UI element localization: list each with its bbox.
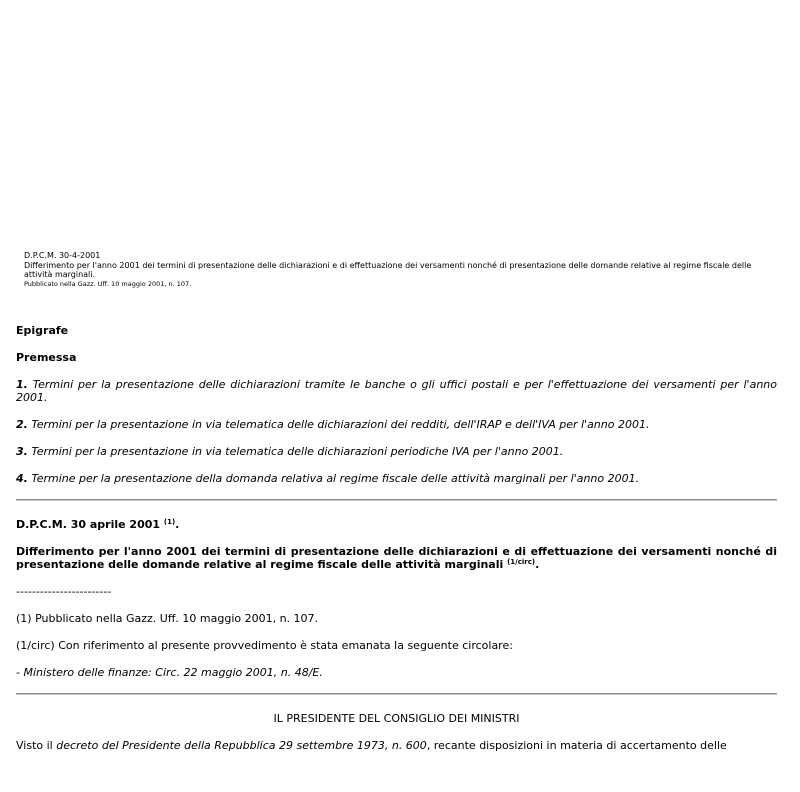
decree-subtitle-end: . [535, 558, 540, 571]
footnote-circ: (1/circ) Con riferimento al presente provvedimento è stata emanata la seguente circolare: [16, 639, 513, 652]
visto-paragraph [16, 739, 777, 752]
footnote-ref-1[interactable]: (1) [163, 518, 176, 526]
section-divider [16, 693, 777, 695]
toc-item-text: Termini per la presentazione in via telematica delle dichiarazioni dei redditi, dell'IRAP e dell'IVA per l'anno 2001. [31, 418, 650, 431]
toc-item-1[interactable] [16, 378, 777, 404]
header-description: Differimento per l'anno 2001 dei termini di presentazione delle dichiarazioni e di effettuazione dei versamenti nonché di presentazione delle domande relative al regime fiscale delle attività marginali. [24, 260, 752, 279]
decree-subtitle [16, 545, 777, 571]
decree-title [16, 518, 777, 531]
visto-start: Visto il [16, 739, 57, 752]
document-header [24, 251, 780, 289]
toc-premessa-link[interactable]: Premessa [16, 351, 77, 364]
toc-item-text: Termine per la presentazione della domanda relativa al regime fiscale delle attività marginali per l'anno 2001. [31, 472, 640, 485]
toc-item-text: Termini per la presentazione delle dichiarazioni tramite le banche o gli uffici postali e per l'effettuazione dei versamenti per l'anno 2001. [16, 378, 777, 404]
circular-link[interactable]: - Ministero delle finanze: Circ. 22 maggio 2001, n. 48/E. [16, 666, 323, 679]
footnote-ref-circ[interactable]: (1/circ) [507, 558, 536, 566]
section-divider [16, 499, 777, 501]
dpr-reference-link[interactable]: decreto del Presidente della Repubblica 29 settembre 1973, n. 600 [56, 739, 427, 752]
toc-item-text: Termini per la presentazione in via telematica delle dichiarazioni periodiche IVA per l'anno 2001. [31, 445, 564, 458]
toc-item-2[interactable] [16, 418, 777, 431]
toc-item-4[interactable] [16, 472, 777, 485]
toc-item-number: 2. [16, 418, 28, 431]
notes-separator: ------------------------ [16, 585, 112, 598]
header-published: Pubblicato nella Gazz. Uff. 10 maggio 2001, n. 107. [24, 279, 192, 288]
header-code: D.P.C.M. 30-4-2001 [24, 251, 101, 260]
decree-subtitle-text: Differimento per l'anno 2001 dei termini di presentazione delle dichiarazioni e di effettuazione dei versamenti nonché di presentazione delle domande relative al regime fiscale delle attività marginali [16, 545, 777, 571]
decree-title-text: D.P.C.M. 30 aprile 2001 [16, 518, 161, 531]
toc-item-number: 4. [16, 472, 28, 485]
president-heading: IL PRESIDENTE DEL CONSIGLIO DEI MINISTRI [273, 712, 520, 725]
visto-end: , recante disposizioni in materia di accertamento delle [426, 739, 727, 752]
toc-epigrafe-link[interactable]: Epigrafe [16, 324, 69, 337]
toc-item-number: 1. [16, 378, 28, 391]
toc-item-3[interactable] [16, 445, 777, 458]
document-content [16, 324, 777, 766]
decree-title-end: . [175, 518, 180, 531]
toc-item-number: 3. [16, 445, 28, 458]
footnote-1: (1) Pubblicato nella Gazz. Uff. 10 maggio 2001, n. 107. [16, 612, 319, 625]
